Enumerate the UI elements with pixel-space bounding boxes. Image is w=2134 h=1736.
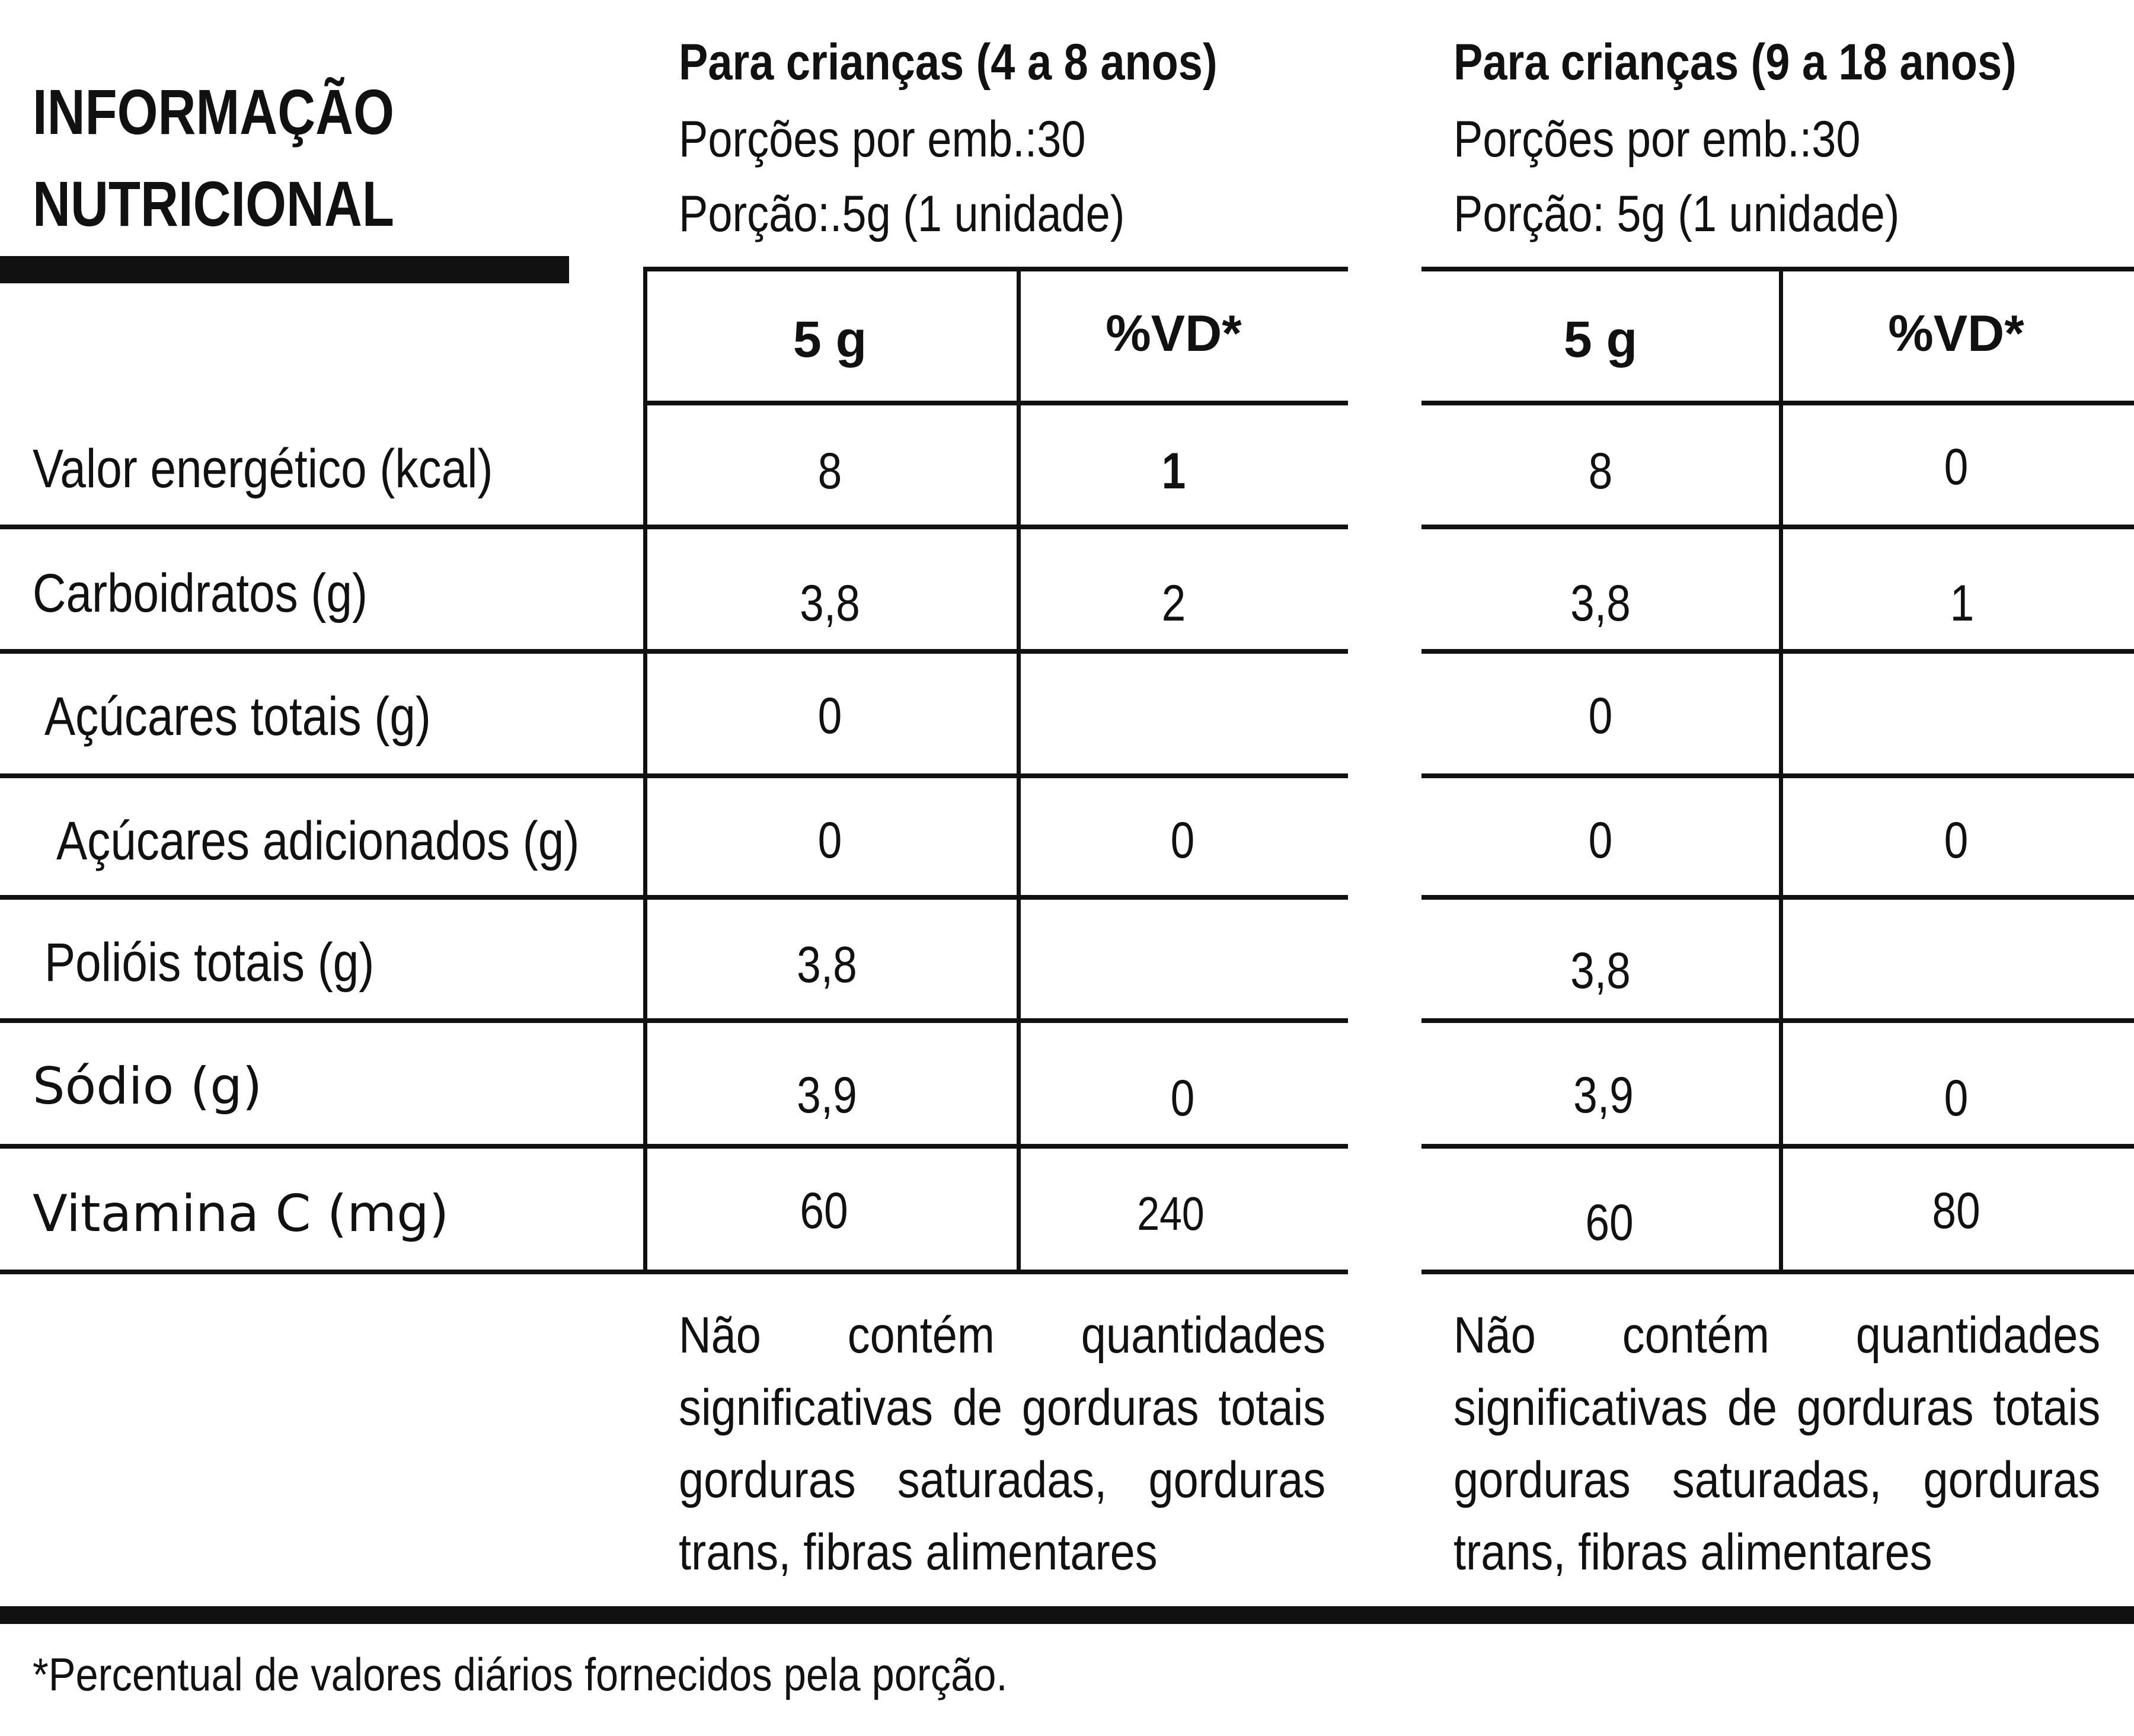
p1-polyols-amount: 3,8 xyxy=(797,936,857,993)
title-line-1: INFORMAÇÃO xyxy=(33,76,395,148)
panel-1-header-rule xyxy=(645,401,1348,405)
row-rule xyxy=(645,1018,1348,1023)
p2-polyols-amount: 3,8 xyxy=(1570,942,1631,999)
row-rule xyxy=(0,773,646,778)
p1-carbs-amount: 3,8 xyxy=(800,575,860,632)
row-rule xyxy=(1421,1018,2134,1023)
panel-2-amount-header: 5 g xyxy=(1563,311,1638,368)
p1-vitamin-c-amount: 60 xyxy=(800,1182,848,1239)
p1-added-sugars-vd: 0 xyxy=(1170,812,1195,869)
panel-2-column-rule xyxy=(1779,267,1783,1274)
row-rule xyxy=(645,525,1348,529)
p2-carbs-amount: 3,8 xyxy=(1570,575,1631,632)
panel-1-left-rule xyxy=(643,267,647,1274)
row-rule xyxy=(1421,525,2134,529)
row-label-added-sugars: Açúcares adicionados (g) xyxy=(56,811,580,871)
panel-1-column-rule xyxy=(1017,267,1021,1274)
p2-sodium-vd: 0 xyxy=(1944,1070,1969,1127)
panel-2-header-rule xyxy=(1421,401,2134,405)
p2-vitamin-c-vd: 80 xyxy=(1932,1182,1980,1239)
panel-1-top-rule xyxy=(645,267,1348,271)
p1-sodium-amount: 3,9 xyxy=(797,1067,857,1124)
row-rule xyxy=(0,525,646,529)
row-rule xyxy=(1421,895,2134,900)
panel-1-vd-header: %VD* xyxy=(1106,305,1242,362)
panel-2-group: Para crianças (9 a 18 anos) xyxy=(1453,34,2017,91)
panel-2-note: Não contém quantidades significativas de gorduras totais gorduras saturadas, gorduras trans, fibras alimentares xyxy=(1453,1307,2101,1581)
row-label-sodium: Sódio (g) xyxy=(33,1057,263,1116)
p1-carbs-vd: 2 xyxy=(1161,575,1186,632)
p2-carbs-vd: 1 xyxy=(1950,575,1975,632)
row-rule xyxy=(1421,1270,2134,1274)
title-underline-bar xyxy=(0,256,569,283)
row-rule xyxy=(0,895,646,900)
row-rule xyxy=(1421,649,2134,654)
p1-sodium-vd: 0 xyxy=(1170,1070,1195,1127)
panel-1-note: Não contém quantidades significativas de gorduras totais gorduras saturadas, gorduras trans, fibras alimentares xyxy=(679,1307,1326,1581)
p2-vitamin-c-amount: 60 xyxy=(1585,1194,1634,1251)
panel-2-top-rule xyxy=(1421,267,2134,271)
p2-added-sugars-amount: 0 xyxy=(1588,812,1613,869)
p2-energy-vd: 0 xyxy=(1944,439,1969,495)
title-line-2: NUTRICIONAL xyxy=(33,168,395,239)
bottom-thick-rule xyxy=(0,1606,2134,1624)
row-rule xyxy=(645,1144,1348,1149)
row-rule xyxy=(0,1144,646,1149)
panel-1-group: Para crianças (4 a 8 anos) xyxy=(679,34,1218,91)
panel-1-servings: Porções por emb.:30 xyxy=(679,111,1086,168)
panel-2-portion: Porção: 5g (1 unidade) xyxy=(1453,186,1900,242)
row-rule xyxy=(645,1270,1348,1274)
row-label-vitamin-c: Vitamina C (mg) xyxy=(33,1184,449,1243)
row-rule xyxy=(645,773,1348,778)
footnote: *Percentual de valores diários fornecidos pela porção. xyxy=(33,1648,1008,1700)
row-rule xyxy=(0,1270,646,1274)
p1-energy-amount: 8 xyxy=(817,443,842,500)
panel-2-servings: Porções por emb.:30 xyxy=(1453,111,1861,168)
p2-sodium-amount: 3,9 xyxy=(1573,1067,1634,1124)
p1-added-sugars-amount: 0 xyxy=(817,812,842,869)
row-rule xyxy=(645,895,1348,900)
panel-1-portion: Porção:.5g (1 unidade) xyxy=(679,186,1125,242)
p1-total-sugars-amount: 0 xyxy=(817,688,842,744)
row-rule xyxy=(645,649,1348,654)
p1-vitamin-c-vd: 240 xyxy=(1137,1187,1205,1240)
row-rule xyxy=(1421,773,2134,778)
p2-added-sugars-vd: 0 xyxy=(1944,812,1969,869)
row-rule xyxy=(0,1018,646,1023)
p2-total-sugars-amount: 0 xyxy=(1588,688,1613,744)
row-rule xyxy=(0,649,646,654)
panel-2-vd-header: %VD* xyxy=(1888,305,2024,362)
row-rule xyxy=(1421,1144,2134,1149)
panel-1-amount-header: 5 g xyxy=(793,311,867,368)
row-label-carbs: Carboidratos (g) xyxy=(33,563,368,624)
row-label-energy: Valor energético (kcal) xyxy=(33,439,493,499)
row-label-polyols: Polióis totais (g) xyxy=(44,932,375,993)
row-label-total-sugars: Açúcares totais (g) xyxy=(44,686,431,747)
p2-energy-amount: 8 xyxy=(1588,443,1613,500)
p1-energy-vd: 1 xyxy=(1161,443,1186,500)
